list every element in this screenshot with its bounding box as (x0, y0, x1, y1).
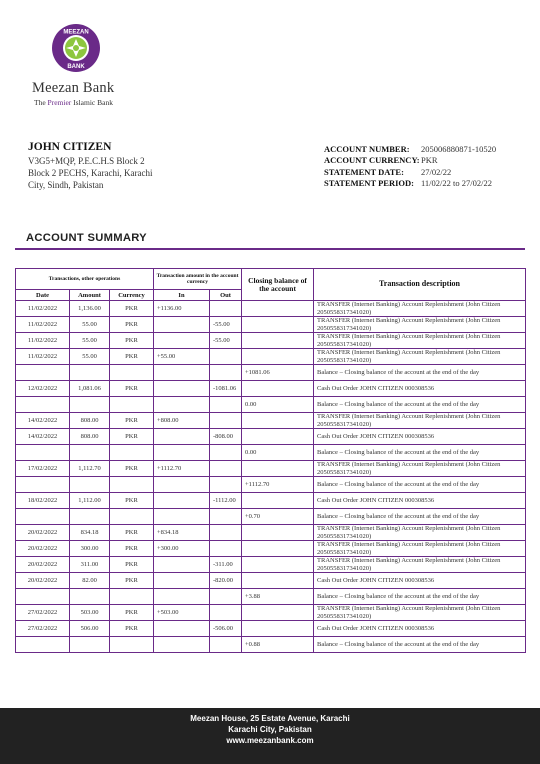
cell-out (210, 541, 242, 557)
cell-amount: 503.00 (70, 605, 110, 621)
cell-amount: 834.18 (70, 525, 110, 541)
transactions-table (15, 268, 526, 653)
statement-period-label: STATEMENT PERIOD: (324, 177, 414, 188)
account-number-value: 205006880871-10520 (421, 144, 497, 154)
cell-out (210, 413, 242, 429)
cell-description: Balance – Closing balance of the account at the end of the day (314, 637, 526, 653)
account-number-row (324, 144, 496, 155)
table-row (16, 461, 526, 477)
date-header: Date (16, 290, 70, 301)
cell-date (16, 365, 70, 381)
table-row (16, 621, 526, 637)
bank-logo (52, 24, 100, 72)
cell-amount: 1,112.70 (70, 461, 110, 477)
cell-date (16, 509, 70, 525)
cell-description: Balance – Closing balance of the account at the end of the day (314, 365, 526, 381)
table-row (16, 445, 526, 461)
table-row (16, 397, 526, 413)
cell-out (210, 301, 242, 317)
table-row (16, 573, 526, 589)
table-row (16, 349, 526, 365)
cell-amount: 82.00 (70, 573, 110, 589)
logo-text-top: MEEZAN (63, 29, 89, 36)
cell-out (210, 589, 242, 605)
cell-date: 20/02/2022 (16, 525, 70, 541)
cell-out: -506.00 (210, 621, 242, 637)
statement-date-row (324, 167, 496, 178)
table-row (16, 381, 526, 397)
table-row (16, 541, 526, 557)
cell-closing (242, 573, 314, 589)
cell-out (210, 461, 242, 477)
cell-closing (242, 557, 314, 573)
cell-date: 11/02/2022 (16, 333, 70, 349)
cell-in: +834.18 (154, 525, 210, 541)
cell-amount (70, 365, 110, 381)
cell-amount: 808.00 (70, 413, 110, 429)
cell-out: -1112.00 (210, 493, 242, 509)
cell-closing: +0.88 (242, 637, 314, 653)
table-row (16, 557, 526, 573)
cell-amount: 506.00 (70, 621, 110, 637)
cell-out (210, 605, 242, 621)
table-row (16, 317, 526, 333)
cell-currency (110, 509, 154, 525)
cell-closing (242, 493, 314, 509)
cell-in: +1112.70 (154, 461, 210, 477)
cell-closing (242, 349, 314, 365)
table-row (16, 525, 526, 541)
page-footer (0, 708, 540, 764)
table-row (16, 477, 526, 493)
account-currency-value: PKR (421, 155, 438, 166)
cell-in (154, 621, 210, 637)
customer-address-line-3: City, Sindh, Pakistan (28, 180, 104, 190)
account-summary-title: ACCOUNT SUMMARY (26, 232, 147, 244)
cell-amount: 1,136.00 (70, 301, 110, 317)
bank-tagline (34, 98, 113, 107)
cell-out (210, 477, 242, 493)
out-header: Out (210, 290, 242, 301)
cell-date: 11/02/2022 (16, 317, 70, 333)
cell-date (16, 397, 70, 413)
cell-closing (242, 621, 314, 637)
table-row (16, 365, 526, 381)
cell-closing: +3.88 (242, 589, 314, 605)
cell-date: 14/02/2022 (16, 413, 70, 429)
cell-amount: 300.00 (70, 541, 110, 557)
cell-amount: 1,112.00 (70, 493, 110, 509)
cell-description: TRANSFER (Internet Banking) Account Replenishment (John Citizen 2050558317341020) (314, 541, 526, 557)
summary-divider (15, 248, 525, 250)
cell-amount: 311.00 (70, 557, 110, 573)
cell-amount (70, 477, 110, 493)
cell-currency: PKR (110, 493, 154, 509)
cell-description: TRANSFER (Internet Banking) Account Replenishment (John Citizen 2050558317341020) (314, 525, 526, 541)
statement-period-value: 11/02/22 to 27/02/22 (421, 177, 492, 188)
cell-description: Balance – Closing balance of the account at the end of the day (314, 477, 526, 493)
cell-description: TRANSFER (Internet Banking) Account Replenishment (John Citizen 2050558317341020) (314, 605, 526, 621)
cell-date: 18/02/2022 (16, 493, 70, 509)
cell-out (210, 365, 242, 381)
cell-in (154, 573, 210, 589)
cell-date: 27/02/2022 (16, 621, 70, 637)
cell-description: Balance – Closing balance of the account at the end of the day (314, 589, 526, 605)
cell-currency: PKR (110, 461, 154, 477)
table-row (16, 589, 526, 605)
transactions-group-header: Transactions, other operations (16, 269, 154, 290)
cell-closing: +0.70 (242, 509, 314, 525)
cell-description: TRANSFER (Internet Banking) Account Replenishment (John Citizen 2050558317341020) (314, 557, 526, 573)
description-header: Transaction description (314, 269, 526, 301)
currency-header: Currency (110, 290, 154, 301)
cell-description: Cash Out Order JOHN CITIZEN 000308536 (314, 573, 526, 589)
cell-closing (242, 605, 314, 621)
cell-date (16, 637, 70, 653)
cell-closing: +1081.06 (242, 365, 314, 381)
cell-out (210, 509, 242, 525)
cell-description: Balance – Closing balance of the account at the end of the day (314, 445, 526, 461)
cell-currency: PKR (110, 573, 154, 589)
cell-currency: PKR (110, 349, 154, 365)
cell-out: -1081.06 (210, 381, 242, 397)
cell-currency: PKR (110, 541, 154, 557)
footer-website: www.meezanbank.com (226, 736, 314, 745)
cell-in (154, 637, 210, 653)
cell-currency: PKR (110, 557, 154, 573)
cell-date (16, 589, 70, 605)
bank-name: Meezan Bank (32, 80, 115, 96)
cell-date: 20/02/2022 (16, 557, 70, 573)
cell-amount (70, 509, 110, 525)
cell-date: 11/02/2022 (16, 349, 70, 365)
customer-name: JOHN CITIZEN (28, 141, 112, 153)
cell-out: -820.00 (210, 573, 242, 589)
cell-in (154, 397, 210, 413)
cell-description: TRANSFER (Internet Banking) Account Replenishment (John Citizen 2050558317341020) (314, 301, 526, 317)
cell-in: +808.00 (154, 413, 210, 429)
cell-out: -55.00 (210, 333, 242, 349)
cell-currency: PKR (110, 621, 154, 637)
cell-currency: PKR (110, 413, 154, 429)
cell-in (154, 381, 210, 397)
cell-amount: 808.00 (70, 429, 110, 445)
cell-closing (242, 525, 314, 541)
cell-out (210, 349, 242, 365)
tagline-prefix: The (34, 98, 48, 107)
cell-out: -808.00 (210, 429, 242, 445)
cell-in (154, 509, 210, 525)
table-row (16, 509, 526, 525)
statement-period-row (324, 178, 496, 189)
transactions-body (16, 301, 526, 653)
cell-in (154, 589, 210, 605)
cell-out (210, 397, 242, 413)
cell-closing (242, 461, 314, 477)
table-row (16, 333, 526, 349)
cell-in (154, 429, 210, 445)
cell-currency: PKR (110, 301, 154, 317)
cell-amount (70, 589, 110, 605)
table-row (16, 637, 526, 653)
cell-description: Cash Out Order JOHN CITIZEN 000308536 (314, 493, 526, 509)
cell-amount: 1,081.06 (70, 381, 110, 397)
cell-amount: 55.00 (70, 349, 110, 365)
tagline-suffix: Islamic Bank (71, 98, 113, 107)
table-row (16, 493, 526, 509)
amount-group-header: Transaction amount in the account currency (154, 269, 242, 290)
logo-text-bottom: BANK (67, 64, 85, 70)
cell-in: +1136.00 (154, 301, 210, 317)
cell-currency (110, 445, 154, 461)
cell-in (154, 365, 210, 381)
cell-closing (242, 381, 314, 397)
cell-in (154, 333, 210, 349)
tagline-accent: Premier (47, 98, 72, 107)
cell-date: 20/02/2022 (16, 573, 70, 589)
cell-date: 12/02/2022 (16, 381, 70, 397)
account-info (324, 144, 496, 189)
cell-date: 11/02/2022 (16, 301, 70, 317)
statement-date-label: STATEMENT DATE: (324, 166, 404, 177)
account-number-label: ACCOUNT NUMBER: (324, 144, 410, 154)
statement-date-value: 27/02/22 (421, 166, 452, 177)
cell-currency: PKR (110, 333, 154, 349)
cell-out (210, 637, 242, 653)
logo-emblem-icon (52, 24, 100, 72)
cell-date: 27/02/2022 (16, 605, 70, 621)
cell-in (154, 445, 210, 461)
cell-out (210, 445, 242, 461)
cell-description: Cash Out Order JOHN CITIZEN 000308536 (314, 429, 526, 445)
cell-currency (110, 589, 154, 605)
transactions-table-wrapper (15, 268, 525, 653)
footer-address-line-2: Karachi City, Pakistan (228, 725, 312, 734)
cell-currency: PKR (110, 605, 154, 621)
cell-amount: 55.00 (70, 333, 110, 349)
cell-currency: PKR (110, 429, 154, 445)
cell-currency (110, 477, 154, 493)
cell-description: Cash Out Order JOHN CITIZEN 000308536 (314, 381, 526, 397)
in-header: In (154, 290, 210, 301)
closing-balance-header: Closing balance of the account (242, 269, 314, 301)
table-row (16, 413, 526, 429)
cell-amount (70, 397, 110, 413)
cell-description: Balance – Closing balance of the account at the end of the day (314, 397, 526, 413)
cell-currency (110, 637, 154, 653)
amount-header: Amount (70, 290, 110, 301)
cell-description: TRANSFER (Internet Banking) Account Replenishment (John Citizen 2050558317341020) (314, 413, 526, 429)
table-row (16, 301, 526, 317)
cell-out (210, 525, 242, 541)
cell-currency (110, 365, 154, 381)
cell-closing: +1112.70 (242, 477, 314, 493)
cell-amount: 55.00 (70, 317, 110, 333)
cell-currency (110, 397, 154, 413)
cell-in (154, 317, 210, 333)
footer-address-line-1: Meezan House, 25 Estate Avenue, Karachi (190, 714, 350, 723)
cell-closing (242, 301, 314, 317)
cell-description: Balance – Closing balance of the account at the end of the day (314, 509, 526, 525)
cell-closing: 0.00 (242, 397, 314, 413)
cell-description: TRANSFER (Internet Banking) Account Replenishment (John Citizen 2050558317341020) (314, 461, 526, 477)
customer-address-line-2: Block 2 PECHS, Karachi, Karachi (28, 168, 153, 178)
cell-closing (242, 413, 314, 429)
customer-address-line-1: V3G5+MQP, P.E.C.H.S Block 2 (28, 156, 145, 166)
cell-in: +55.00 (154, 349, 210, 365)
cell-currency: PKR (110, 381, 154, 397)
cell-date (16, 445, 70, 461)
cell-closing (242, 333, 314, 349)
cell-closing (242, 317, 314, 333)
cell-in: +503.00 (154, 605, 210, 621)
cell-description: Cash Out Order JOHN CITIZEN 000308536 (314, 621, 526, 637)
cell-in (154, 493, 210, 509)
account-currency-label: ACCOUNT CURRENCY: (324, 155, 420, 166)
cell-date: 20/02/2022 (16, 541, 70, 557)
cell-date (16, 477, 70, 493)
cell-description: TRANSFER (Internet Banking) Account Replenishment (John Citizen 2050558317341020) (314, 317, 526, 333)
account-currency-row (324, 155, 496, 166)
cell-out: -311.00 (210, 557, 242, 573)
cell-in (154, 477, 210, 493)
cell-in (154, 557, 210, 573)
cell-description: TRANSFER (Internet Banking) Account Replenishment (John Citizen 2050558317341020) (314, 349, 526, 365)
cell-closing: 0.00 (242, 445, 314, 461)
cell-amount (70, 637, 110, 653)
cell-description: TRANSFER (Internet Banking) Account Replenishment (John Citizen 2050558317341020) (314, 333, 526, 349)
cell-out: -55.00 (210, 317, 242, 333)
cell-date: 17/02/2022 (16, 461, 70, 477)
table-row (16, 429, 526, 445)
cell-currency: PKR (110, 317, 154, 333)
table-row (16, 605, 526, 621)
cell-currency: PKR (110, 525, 154, 541)
cell-amount (70, 445, 110, 461)
cell-closing (242, 541, 314, 557)
cell-in: +300.00 (154, 541, 210, 557)
cell-closing (242, 429, 314, 445)
cell-date: 14/02/2022 (16, 429, 70, 445)
